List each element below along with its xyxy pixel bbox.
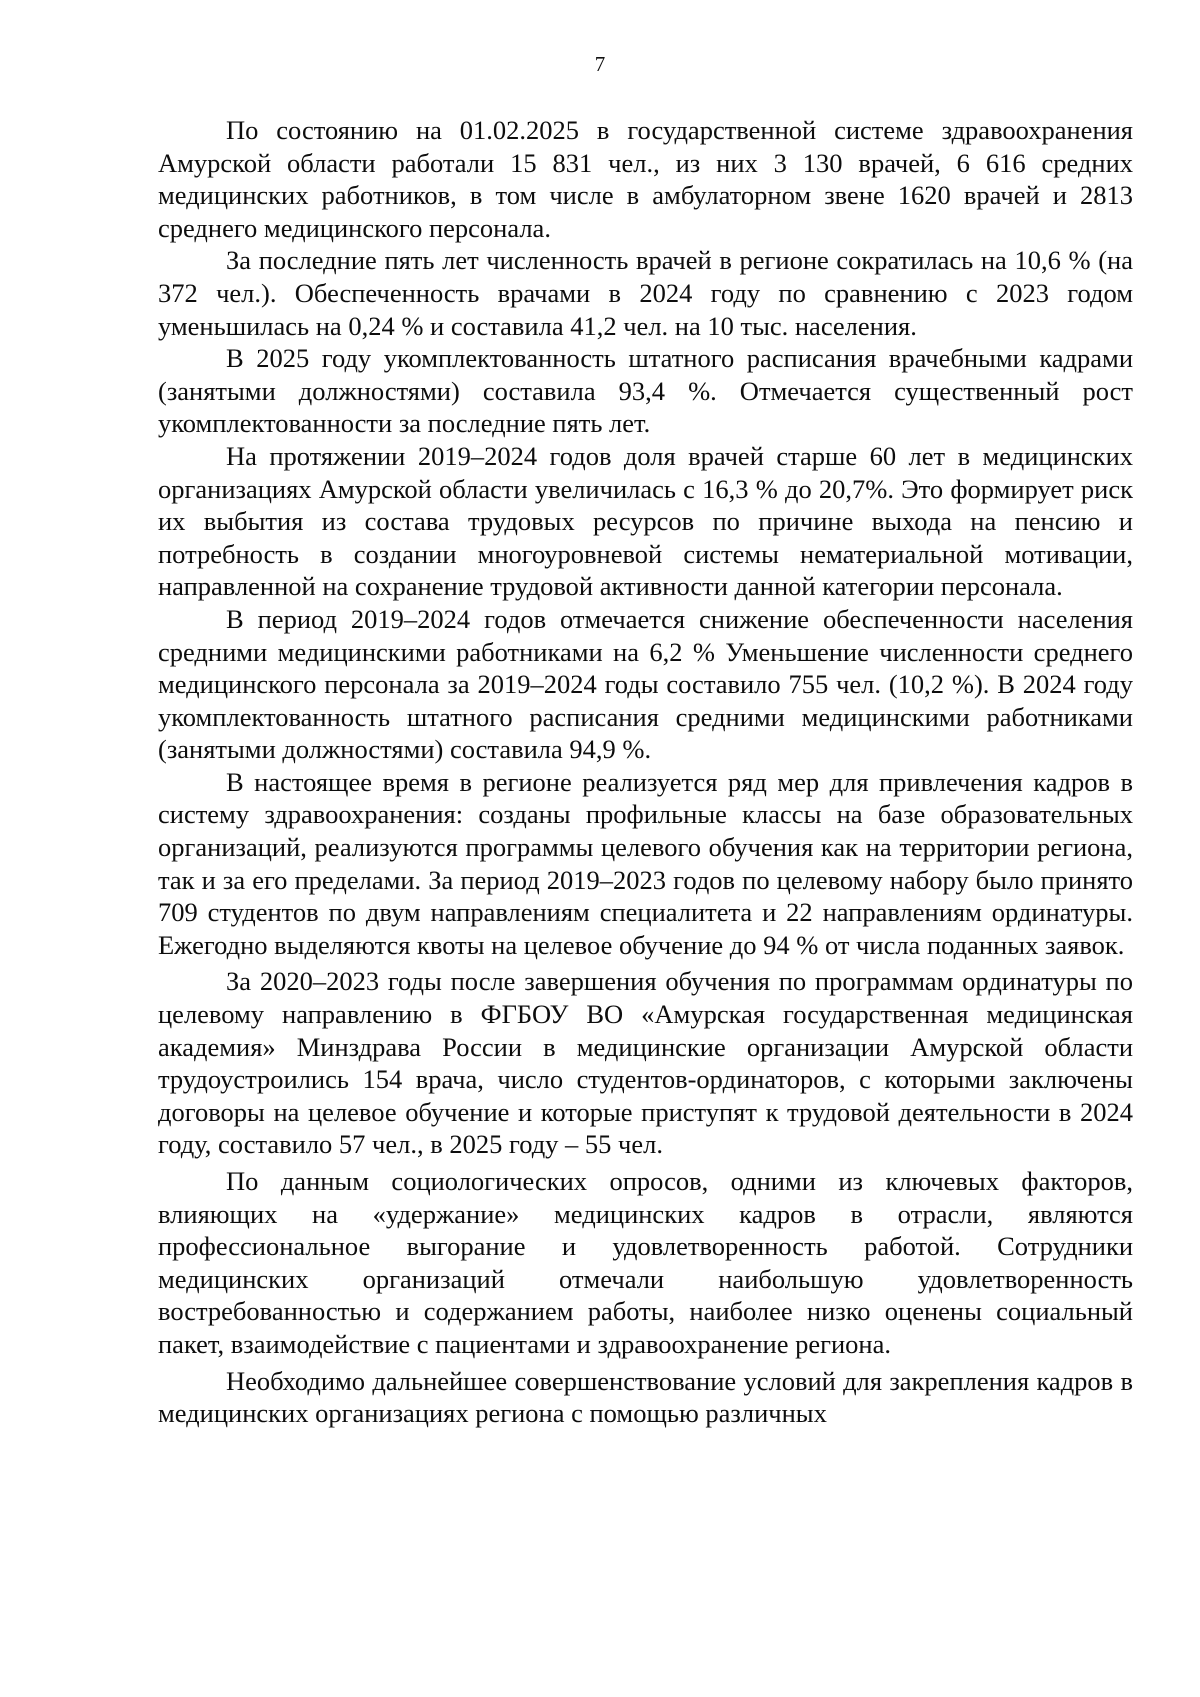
paragraph-doctor-age: На протяжении 2019–2024 годов доля врачей старше 60 лет в медицинских организациях Амурской области увеличилась с 16,3 % до 20,7%. Это формирует риск их выбытия из состава трудовых ресурсов по причине выхода на пенсию и потребность в создании многоуровневой системы нематериальной мотивации, направленной на сохранение трудовой активности данной категории персонала. bbox=[158, 440, 1133, 602]
paragraph-nurse-staffing: В период 2019–2024 годов отмечается снижение обеспеченности населения средними медицинскими работниками на 6,2 % Уменьшение численности среднего медицинского персонала за 2019–2024 годы составило 755 чел. (10,2 %). В 2024 году укомплектованность штатного расписания средними медицинскими работниками (занятыми должностями) составила 94,9 %. bbox=[158, 603, 1133, 765]
paragraph-retention-conditions: Необходимо дальнейшее совершенствование условий для закрепления кадров в медицинских организациях региона с помощью различных bbox=[158, 1365, 1133, 1429]
paragraph-doctor-staffing: В 2025 году укомплектованность штатного расписания врачебными кадрами (занятыми должностями) составила 93,4 %. Отмечается существенный рост укомплектованности за последние пять лет. bbox=[158, 343, 1133, 439]
page-number: 7 bbox=[594, 52, 606, 76]
paragraph-doctor-decline: За последние пять лет численность врачей в регионе сократилась на 10,6 % (на 372 чел.). Обеспеченность врачами в 2024 году по сравнению с 2023 годом уменьшилась на 0,24 % и составила 41,2 чел. на 10 тыс. населения. bbox=[158, 245, 1133, 341]
paragraph-recruitment-measures: В настоящее время в регионе реализуется ряд мер для привлечения кадров в систему здравоохранения: созданы профильные классы на базе образовательных организаций, реализуются программы целевого обучения как на территории региона, так и за его пределами. За период 2019–2023 годов по целевому набору было принято 709 студентов по двум направлениям специалитета и 22 направлениям ординатуры. Ежегодно выделяются квоты на целевое обучение до 94 % от числа поданных заявок. bbox=[158, 766, 1133, 960]
paragraph-residency-employment: За 2020–2023 годы после завершения обучения по программам ординатуры по целевому направлению в ФГБОУ ВО «Амурская государственная медицинская академия» Минздрава России в медицинские организации Амурской области трудоустроились 154 врача, число студентов-ординаторов, с которыми заключены договоры на целевое обучение и которые приступят к трудовой деятельности в 2024 году, составило 57 чел., в 2025 году – 55 чел. bbox=[158, 966, 1133, 1160]
paragraph-staff-totals: По состоянию на 01.02.2025 в государственной системе здравоохранения Амурской области работали 15 831 чел., из них 3 130 врачей, 6 616 средних медицинских работников, в том числе в амбулаторном звене 1620 врачей и 2813 среднего медицинского персонала. bbox=[158, 115, 1133, 243]
document-body bbox=[158, 114, 1133, 1430]
paragraph-survey-results: По данным социологических опросов, одними из ключевых факторов, влияющих на «удержание» медицинских кадров в отрасли, являются профессиональное выгорание и удовлетворенность работой. Сотрудники медицинских организаций отмечали наибольшую удовлетворенность востребованностью и содержанием работы, наиболее низко оценены социальный пакет, взаимодействие с пациентами и здравоохранение региона. bbox=[158, 1166, 1133, 1359]
